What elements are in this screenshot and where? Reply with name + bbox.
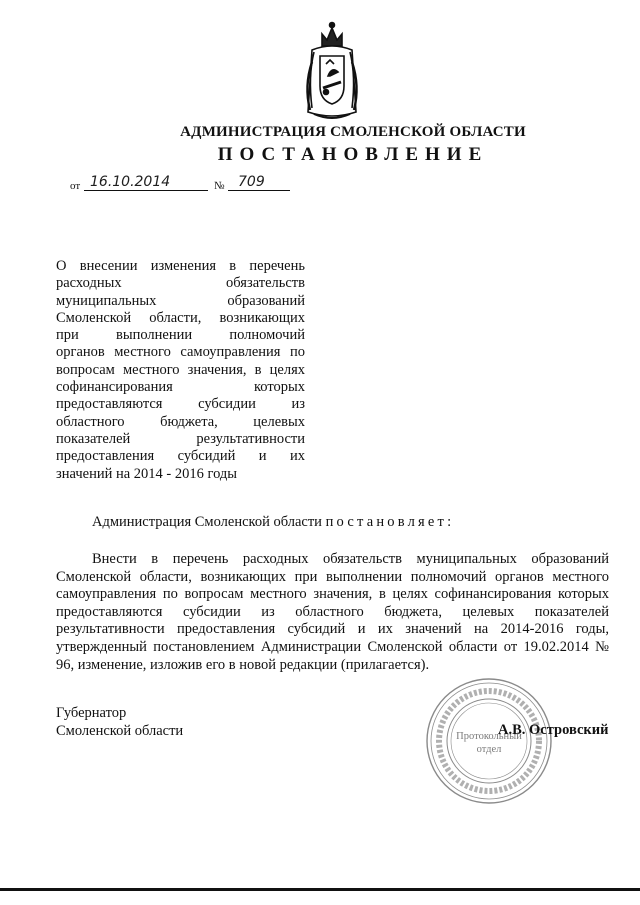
date-value: 16.10.2014 [90, 174, 171, 190]
subject-line: вопросам местного значения, в целях [56, 361, 305, 378]
decree-word: постановляет: [325, 514, 455, 530]
date-prefix: от [70, 180, 81, 192]
subject-line: О внесении изменения в перечень [56, 258, 305, 274]
subject-line: муниципальных образований [56, 292, 305, 309]
coat-of-arms-emblem [300, 16, 364, 124]
subject-line: Смоленской области, возникающих [56, 309, 305, 326]
subject-line: при выполнении полномочий [56, 327, 305, 344]
organization-name: АДМИНИСТРАЦИЯ СМОЛЕНСКОЙ ОБЛАСТИ [180, 124, 526, 140]
subject-line: органов местного самоуправления по [56, 344, 305, 361]
position-line: Смоленской области [56, 722, 184, 739]
subject-block [56, 258, 305, 483]
subject-line: областного бюджета, целевых [56, 413, 305, 430]
subject-line: значений на 2014 - 2016 годы [56, 465, 238, 482]
number-value: 709 [238, 174, 265, 190]
bottom-edge-rule [0, 888, 640, 891]
decree-lead: Администрация Смоленской области [92, 514, 322, 530]
subject-line: расходных обязательств [56, 275, 305, 292]
stamp-inner-line: отдел [476, 744, 502, 755]
number-prefix: № [214, 180, 225, 192]
signatory-name: А.В. Островский [498, 722, 609, 738]
stamp-inner-line: Протокольный [456, 731, 522, 742]
decree-phrase [92, 514, 454, 531]
subject-line: показателей результативности [56, 430, 305, 447]
body-paragraph: Внести в перечень расходных обязательств муниципальных образований Смоленской области, возникающих при выполнении полномочий органов местного самоуправления по вопросам местного значения, в целях софинансирования которых предоставляются субсидии из областного бюджета, целевых показателей результативности предоставления субсидий и их значений на 2014-2016 годы, утвержденный постановлением Администрации Смоленской области от 19.02.2014 № 96, изменение, изложив его в новой редакции (прилагается). [56, 551, 609, 673]
subject-line: софинансирования которых [56, 379, 305, 396]
position-line: Губернатор [56, 705, 127, 721]
date-number-line [70, 172, 290, 194]
official-stamp [424, 676, 554, 806]
subject-line: предоставления субсидий и их [56, 448, 305, 465]
subject-line: предоставляются субсидии из [56, 396, 305, 413]
document-type-title: ПОСТАНОВЛЕНИЕ [217, 144, 489, 165]
signatory-position [56, 705, 183, 740]
